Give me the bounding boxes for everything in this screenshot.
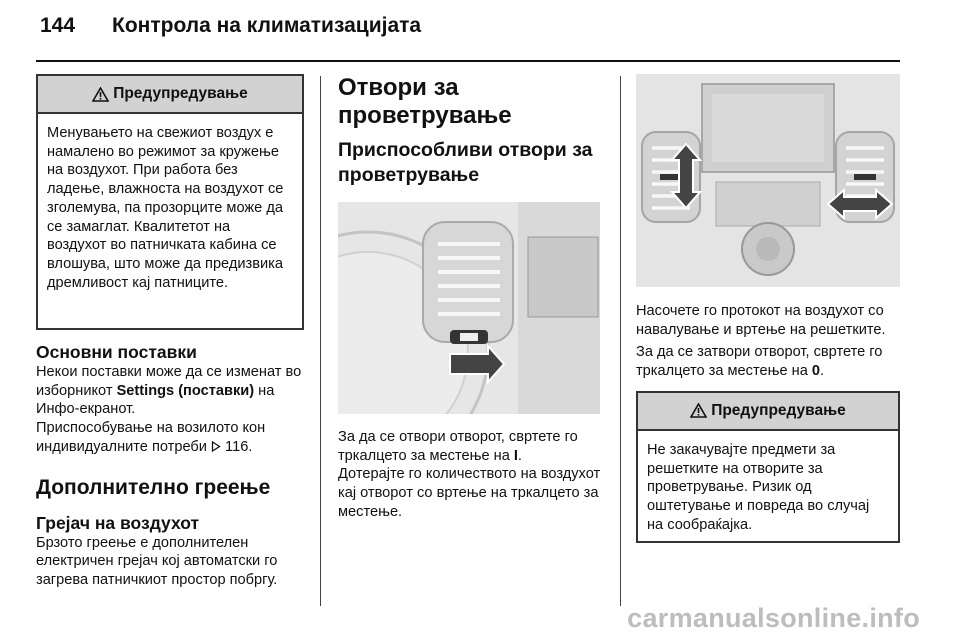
adjustable-vents-heading: Приспособливи отвори за проветрување	[338, 139, 593, 186]
watermark: carmanualsonline.info	[627, 603, 920, 633]
close-vent-instruction: За да се затвори отворот, свртете го тркалцето за местење на 0.	[636, 344, 883, 380]
column-divider	[320, 76, 321, 606]
warning-text: Менувањето на свежиот воздух е намалено во режимот за кружење на воздухот. При работа без ладење, влажноста на воздухот се зголемува, па прозорците може да се замаглат. Квалитетот на воздухот во патничката кабина се влошува, што може да предизвика дремливост кај патниците.	[47, 125, 284, 291]
warning-header	[638, 393, 898, 431]
reference-page-link[interactable]: 116.	[225, 438, 253, 455]
warning-triangle-icon	[690, 403, 707, 418]
side-air-vent-illustration	[338, 202, 600, 414]
air-heater-subheading: Грејач на воздухот	[36, 512, 200, 533]
open-vent-instruction: За да се отвори отворот, свртете го тркалцето за местење на I.	[338, 429, 578, 464]
close-symbol: 0	[811, 363, 820, 380]
page-title: Контрола на климатизацијата	[112, 14, 422, 37]
basic-settings-text: Некои поставки може да се изменат во изборникот Settings (поставки) на Инфо-екранот.	[36, 364, 302, 418]
center-air-vents-photo	[636, 74, 900, 287]
warning-title: Предупредување	[711, 401, 846, 419]
personalisation-text: Приспособување на возилото кон индивидуалните потреби 116.	[36, 420, 266, 455]
column-right	[636, 74, 900, 543]
column-divider	[620, 76, 621, 606]
center-air-vents-illustration	[636, 74, 900, 287]
page-number: 144	[40, 14, 76, 37]
adjust-air-instruction: Дотерајте го количеството на воздухот кај отворот со вртење на тркалцето за местење.	[338, 466, 601, 520]
header-divider	[36, 60, 900, 62]
arrow-reference-icon	[211, 441, 221, 452]
warning-title: Предупредување	[113, 85, 248, 102]
warning-box	[36, 74, 304, 330]
column-middle	[338, 74, 606, 522]
menu-name: Settings (поставки)	[116, 382, 255, 399]
vents-title: Отвори за проветрување	[338, 74, 512, 129]
warning-triangle-icon	[92, 87, 109, 102]
warning-header	[38, 76, 302, 114]
direct-airflow-instruction: Насочете го протокот на воздухот со навалување и вртење на решетките.	[636, 303, 886, 338]
open-symbol: I	[513, 447, 518, 464]
air-heater-text: Брзото греење е дополнителен електричен грејач кој автоматски го загрева патничкиот простор побргу.	[36, 534, 278, 588]
warning-box	[636, 391, 900, 543]
column-left	[36, 74, 304, 590]
basic-settings-heading: Основни поставки	[36, 342, 197, 362]
additional-heating-heading: Дополнително греење	[36, 475, 271, 499]
side-air-vent-photo	[338, 202, 600, 414]
warning-text: Не закачувајте предмети за решетките на отворите за проветрување. Ризик од оштетување и повреда во случај на сообраќајка.	[647, 441, 870, 533]
